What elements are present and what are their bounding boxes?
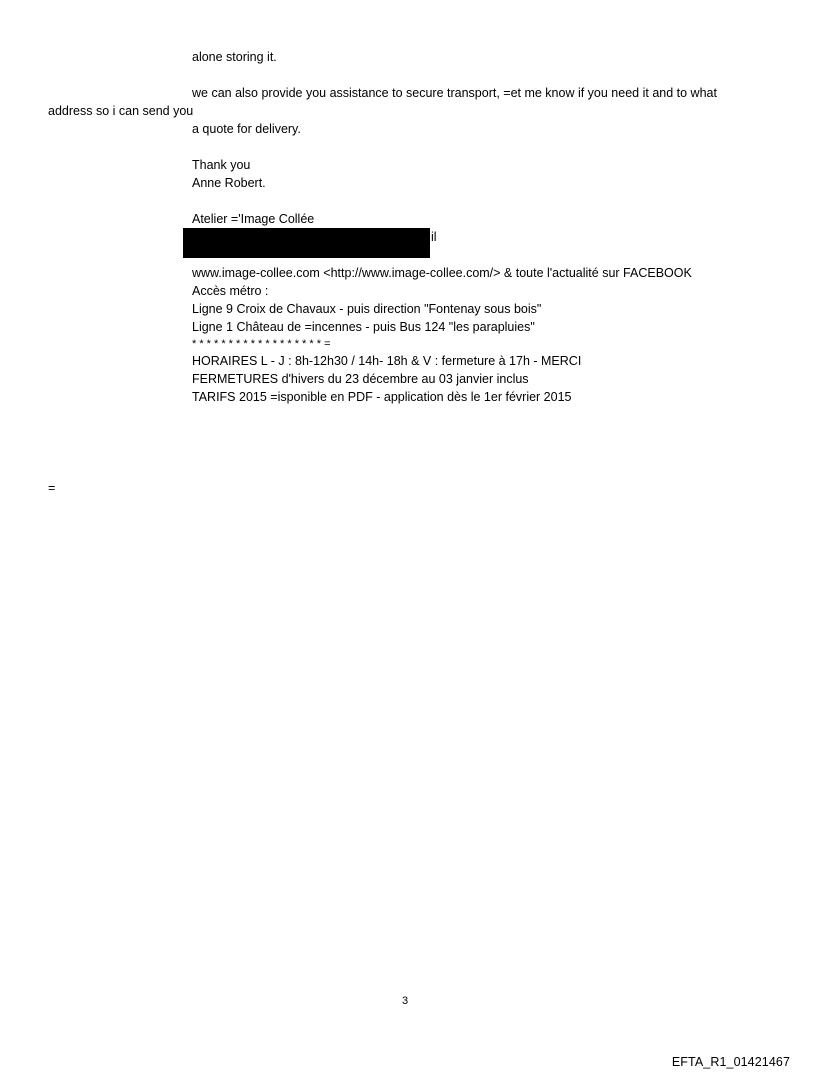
redaction-box [183,228,430,258]
trailing-equals: = [48,481,56,495]
website-line: www.image-collee.com <http://www.image-collee.com/> & toute l'actualité sur FACEBOOK [192,266,692,280]
body-line-quote: a quote for delivery. [192,122,301,136]
separator-line: * * * * * * * * * * * * * * * * * * = [192,338,331,350]
bates-stamp: EFTA_R1_01421467 [671,1055,790,1069]
rates-line: TARIFS 2015 =isponible en PDF - application dès le 1er février 2015 [192,390,572,404]
page-number: 3 [402,995,409,1007]
body-line-transport: we can also provide you assistance to secure transport, =et me know if you need it and to what [192,86,717,100]
metro-line-9: Ligne 9 Croix de Chavaux - puis direction "Fontenay sous bois" [192,302,542,316]
studio-name: Atelier ='Image Collée [192,212,315,226]
metro-line-1: Ligne 1 Château de =incennes - puis Bus 124 "les parapluies" [192,320,535,334]
closures-line: FERMETURES d'hivers du 23 décembre au 03 janvier inclus [192,372,529,386]
metro-heading: Accès métro : [192,284,269,298]
body-line-address: address so i can send you [48,104,194,118]
hours-line: HORAIRES L - J : 8h-12h30 / 14h- 18h & V : fermeture à 17h - MERCI [192,354,582,368]
signer-name: Anne Robert. [192,176,266,190]
address-partial-text: il [431,230,437,244]
body-line-storing: alone storing it. [192,50,277,64]
closing-thanks: Thank you [192,158,251,172]
